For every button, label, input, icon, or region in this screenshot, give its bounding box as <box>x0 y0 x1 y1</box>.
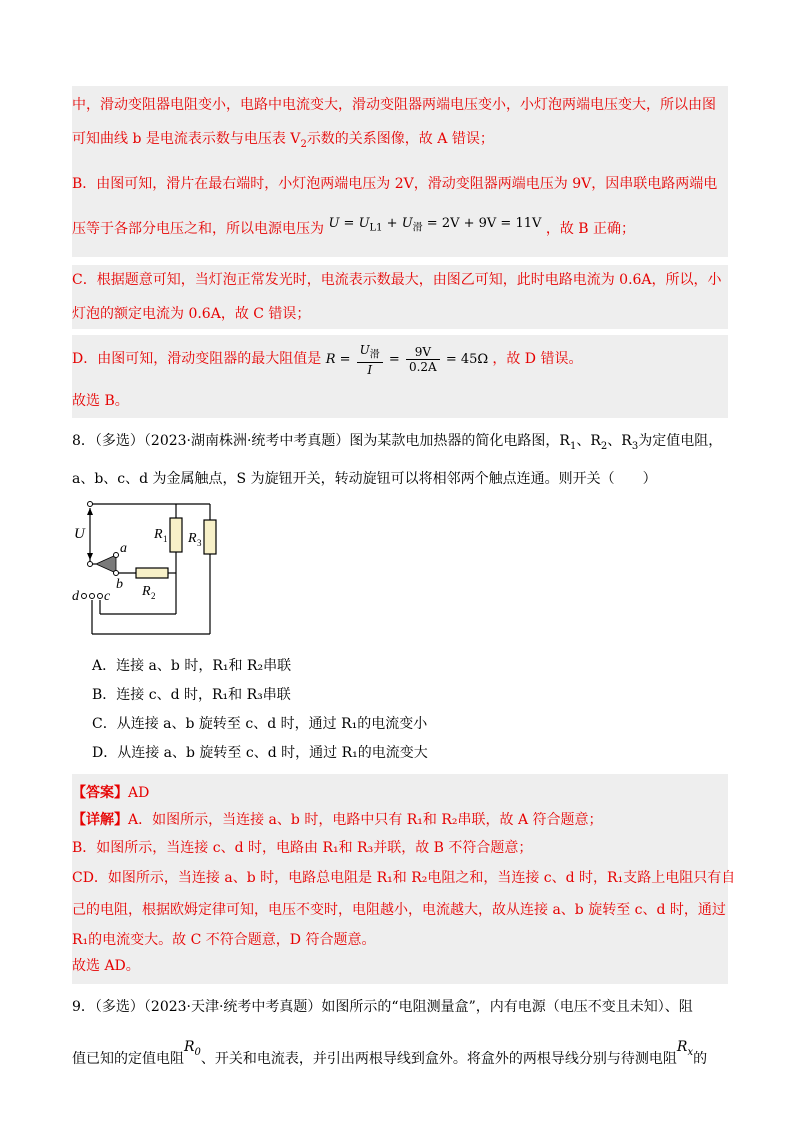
option-b: B．连接 c、d 时，R₁和 R₃串联 <box>92 687 291 704</box>
fraction <box>406 345 440 374</box>
eq-part: U = U <box>328 215 370 231</box>
text: 、R <box>607 433 632 450</box>
answer-block <box>72 774 736 984</box>
solution-line <box>72 339 728 380</box>
detail-line: CD．如图所示，当连接 a、b 时，电路总电阻是 R₁和 R₂电阻之和，当连接 c、d 时，R₁支路上电阻只有自 <box>72 870 736 887</box>
solution-line: 故选 B。 <box>72 393 129 410</box>
label-R2-sub: 2 <box>151 591 156 602</box>
text: 8．（多选）（2023·湖南株洲·统考中考真题）图为某款电加热器的简化电路图，R <box>72 433 570 450</box>
subscript: 3 <box>631 441 639 453</box>
eq-part: = 45Ω <box>445 352 489 368</box>
question-stem: a、b、c、d 为金属触点，S 为旋钮开关，转动旋钮可以将相邻两个触点连通。则开关（ ） <box>72 471 657 488</box>
solution-line <box>72 128 728 156</box>
text: 的 <box>693 1051 708 1068</box>
subscript: 0 <box>194 1046 201 1058</box>
answer-line <box>72 780 728 806</box>
text: 为定值电阻， <box>638 433 723 450</box>
solution-line: 灯泡的额定电流为 0.6A，故 C 错误； <box>72 306 311 323</box>
page-content <box>72 86 736 1082</box>
text: 可知曲线 b 是电流表示数与电压表 V <box>72 131 301 147</box>
detail-line: R₁的电流变大。故 C 不符合题意，D 符合题意。 <box>72 932 376 949</box>
detail-line: B．如图所示，当连接 c、d 时，电路由 R₁和 R₃并联，故 B 不符合题意； <box>72 840 533 857</box>
equation-voltage <box>328 215 542 234</box>
question-8 <box>72 428 736 984</box>
option-c: C．从连接 a、b 旋转至 c、d 时，通过 R₁的电流变小 <box>92 716 428 733</box>
answer-label: 【答案】 <box>72 785 128 802</box>
label-b: b <box>116 577 123 593</box>
symbol-R0 <box>184 1039 201 1058</box>
text: ，故 D 错误。 <box>492 351 583 368</box>
text: 压等于各部分电压之和，所以电源电压为 <box>72 220 324 237</box>
eq-part: U <box>359 342 370 357</box>
subscript: 2 <box>600 441 608 453</box>
detail-line: 故选 AD。 <box>72 958 140 975</box>
eq-part: R = <box>325 352 351 368</box>
label-R1: R <box>154 527 163 543</box>
text: D．由图可知，滑动变阻器的最大阻值是 <box>72 351 322 368</box>
solution-line: 中，滑动变阻器电阻变小，电路中电流变大，滑动变阻器两端电压变小，小灯泡两端电压变大，所以由图 <box>72 97 716 113</box>
text: R <box>676 1039 688 1056</box>
option-d: D．从连接 a、b 旋转至 c、d 时，通过 R₁的电流变大 <box>92 745 428 762</box>
label-U: U <box>74 526 85 543</box>
subscript: x <box>687 1046 694 1058</box>
label-c: c <box>104 589 111 605</box>
solution-block-d <box>72 335 728 418</box>
label-R2: R <box>142 584 151 600</box>
detail-line <box>72 806 728 834</box>
subscript: 滑 <box>369 349 380 361</box>
eq-part: 9V <box>406 345 440 360</box>
text: 、R <box>576 433 601 450</box>
eq-part: I <box>367 363 373 378</box>
subscript: 滑 <box>412 222 423 234</box>
question-stem: 9．（多选）（2023·天津·统考中考真题）如图所示的“电阻测量盒”，内有电源（电压不变且未知）、阻 <box>72 999 693 1016</box>
text: 值已知的定值电阻 <box>72 1051 184 1068</box>
question-9 <box>72 994 728 1082</box>
solution-block-c <box>72 265 728 329</box>
eq-part: = <box>388 352 400 368</box>
subscript: L1 <box>369 222 383 234</box>
solution-line <box>72 214 728 250</box>
detail-line: 己的电阻，根据欧姆定律可知，电压不变时，电阻越小，电流越大，故从连接 a、b 旋转至 c、d 时，通过 <box>72 902 726 919</box>
fraction <box>357 343 383 377</box>
text: 、开关和电流表，并引出两根导线到盒外。将盒外的两根导线分别与待测电阻 <box>200 1051 677 1068</box>
text: ，故 B 正确； <box>545 220 636 237</box>
eq-part: + U <box>382 215 413 231</box>
eq-part: = 2V + 9V = 11V <box>422 215 542 231</box>
equation-resistance <box>325 342 493 378</box>
answer-value: AD <box>128 785 150 802</box>
label-a: a <box>120 541 127 557</box>
solution-line: C．根据题意可知，当灯泡正常发光时，电流表示数最大，由图乙可知，此时电路电流为 0.6A，所以，小 <box>72 272 722 289</box>
subscript: 2 <box>300 138 307 150</box>
text: 示数的关系图像，故 A 错误； <box>306 131 494 147</box>
label-d: d <box>72 589 79 605</box>
option-a: A．连接 a、b 时，R₁和 R₂串联 <box>92 658 292 675</box>
detail-label: 【详解】 <box>72 812 128 829</box>
options <box>72 652 728 768</box>
solution-block-prev <box>72 86 728 257</box>
symbol-Rx <box>676 1039 694 1058</box>
question-stem <box>72 1039 728 1082</box>
eq-part: 0.2A <box>408 360 437 375</box>
solution-line: B．由图可知，滑片在最右端时，小灯泡两端电压为 2V，滑动变阻器两端电压为 9V，因串联电路两端电 <box>72 175 718 192</box>
label-R1-sub: 1 <box>163 534 168 545</box>
text: A．如图所示，当连接 a、b 时，电路中只有 R₁和 R₂串联，故 A 符合题意； <box>128 812 603 829</box>
label-R3: R <box>188 531 197 547</box>
subscript: 1 <box>569 441 577 453</box>
circuit-diagram <box>72 498 232 640</box>
circuit-svg <box>72 498 232 640</box>
text: R <box>184 1039 195 1056</box>
switch-knob <box>96 555 116 573</box>
label-R3-sub: 3 <box>197 538 202 549</box>
question-stem <box>72 428 728 460</box>
